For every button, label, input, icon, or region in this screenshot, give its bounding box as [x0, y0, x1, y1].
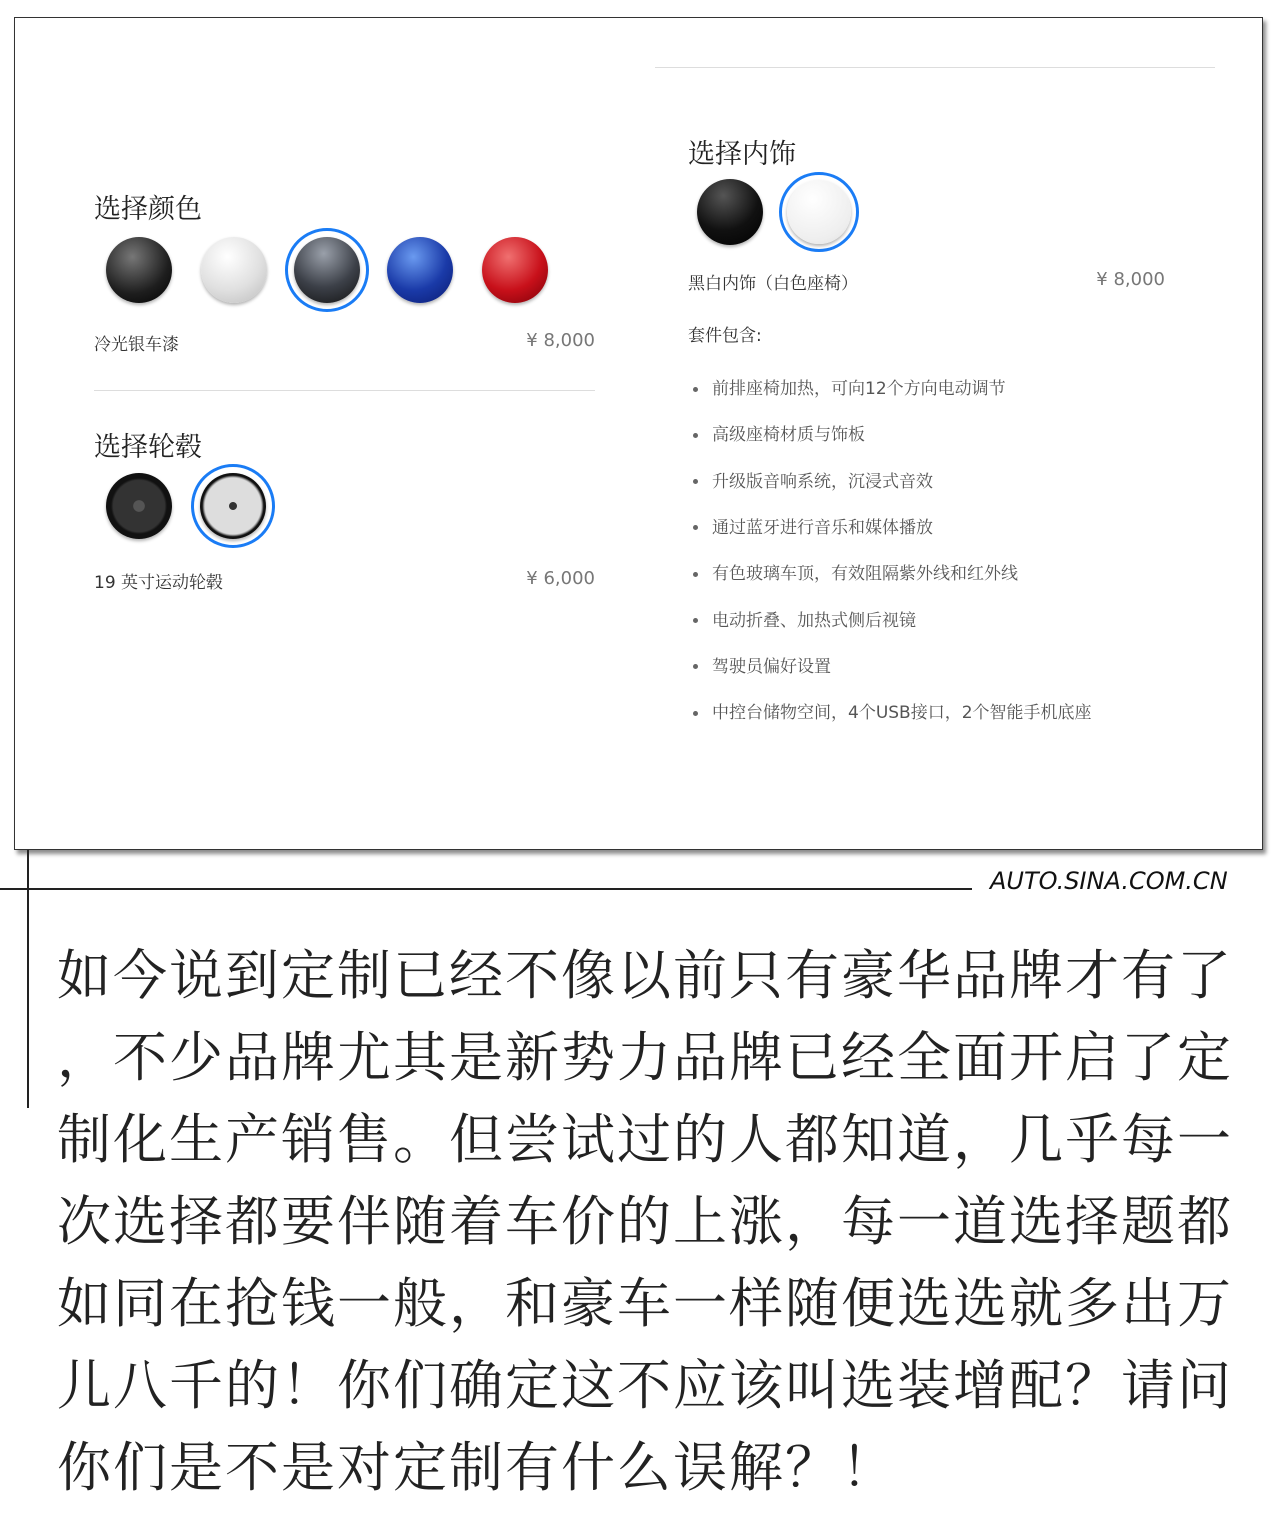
- article-paragraph: [57, 935, 1233, 1509]
- bullet-icon: [693, 433, 698, 438]
- color-swatch-white[interactable]: [201, 237, 267, 303]
- article-line: 儿八千的！你们确定这不应该叫选装增配？请问: [57, 1354, 1233, 1417]
- color-price: ¥ 8,000: [526, 330, 595, 351]
- color-swatch-blue[interactable]: [387, 237, 453, 303]
- divider: [94, 390, 595, 391]
- feature-text: 高级座椅材质与饰板: [712, 425, 865, 446]
- bullet-icon: [693, 387, 698, 392]
- color-selected-label: 冷光银车漆: [94, 335, 179, 355]
- divider: [655, 67, 1215, 68]
- feature-item: [693, 652, 831, 677]
- feature-text: 通过蓝牙进行音乐和媒体播放: [712, 517, 933, 538]
- color-swatch-red[interactable]: [482, 237, 548, 303]
- feature-text: 有色玻璃车顶，有效阻隔紫外线和红外线: [712, 564, 1018, 585]
- bullet-icon: [693, 479, 698, 484]
- wheel-price: ¥ 6,000: [526, 568, 595, 589]
- color-section-title: 选择颜色: [94, 194, 202, 225]
- bullet-icon: [693, 664, 698, 669]
- article-line: ，不少品牌尤其是新势力品牌已经全面开启了定: [57, 1026, 1233, 1089]
- interior-swatch-black[interactable]: [697, 179, 763, 245]
- bullet-icon: [693, 572, 698, 577]
- feature-text: 电动折叠、加热式侧后视镜: [712, 610, 916, 631]
- interior-selected-label: 黑白内饰（白色座椅）: [688, 274, 858, 294]
- feature-text: 前排座椅加热，可向12个方向电动调节: [712, 379, 1006, 399]
- article-line: 如今说到定制已经不像以前只有豪华品牌才有了: [57, 944, 1233, 1007]
- feature-item: [693, 420, 865, 445]
- feature-text: 升级版音响系统，沉浸式音效: [712, 471, 933, 492]
- feature-item: [693, 606, 916, 631]
- package-title: 套件包含:: [688, 326, 762, 346]
- interior-section-title: 选择内饰: [688, 139, 796, 170]
- wheel-option-aero[interactable]: [106, 473, 172, 539]
- color-swatch-silver[interactable]: [294, 237, 360, 303]
- wheel-section-title: 选择轮毂: [94, 432, 202, 463]
- feature-text: 驾驶员偏好设置: [712, 656, 831, 677]
- feature-item: [693, 374, 1006, 399]
- article-line: 制化生产销售。但尝试过的人都知道，几乎每一: [57, 1108, 1233, 1171]
- feature-item: [693, 698, 1092, 723]
- watermark: AUTO.SINA.COM.CN: [990, 867, 1228, 895]
- feature-text: 中控台储物空间，4个USB接口，2个智能手机底座: [712, 703, 1092, 724]
- article-line: 你们是不是对定制有什么误解？！: [57, 1436, 897, 1499]
- color-swatch-black[interactable]: [106, 237, 172, 303]
- interior-price: ¥ 8,000: [1096, 269, 1165, 290]
- separator-line: [27, 850, 29, 1108]
- wheel-option-sport[interactable]: [200, 473, 266, 539]
- bullet-icon: [693, 618, 698, 623]
- interior-swatch-white[interactable]: [787, 180, 851, 244]
- wheel-selected-label: 19 英寸运动轮毂: [94, 573, 224, 593]
- bullet-icon: [693, 711, 698, 716]
- bullet-icon: [693, 525, 698, 530]
- article-line: 如同在抢钱一般，和豪车一样随便选选就多出万: [57, 1272, 1233, 1335]
- feature-item: [693, 467, 933, 492]
- separator-line: [0, 888, 972, 890]
- article-line: 次选择都要伴随着车价的上涨，每一道选择题都: [57, 1190, 1233, 1253]
- feature-item: [693, 513, 933, 538]
- feature-item: [693, 559, 1018, 584]
